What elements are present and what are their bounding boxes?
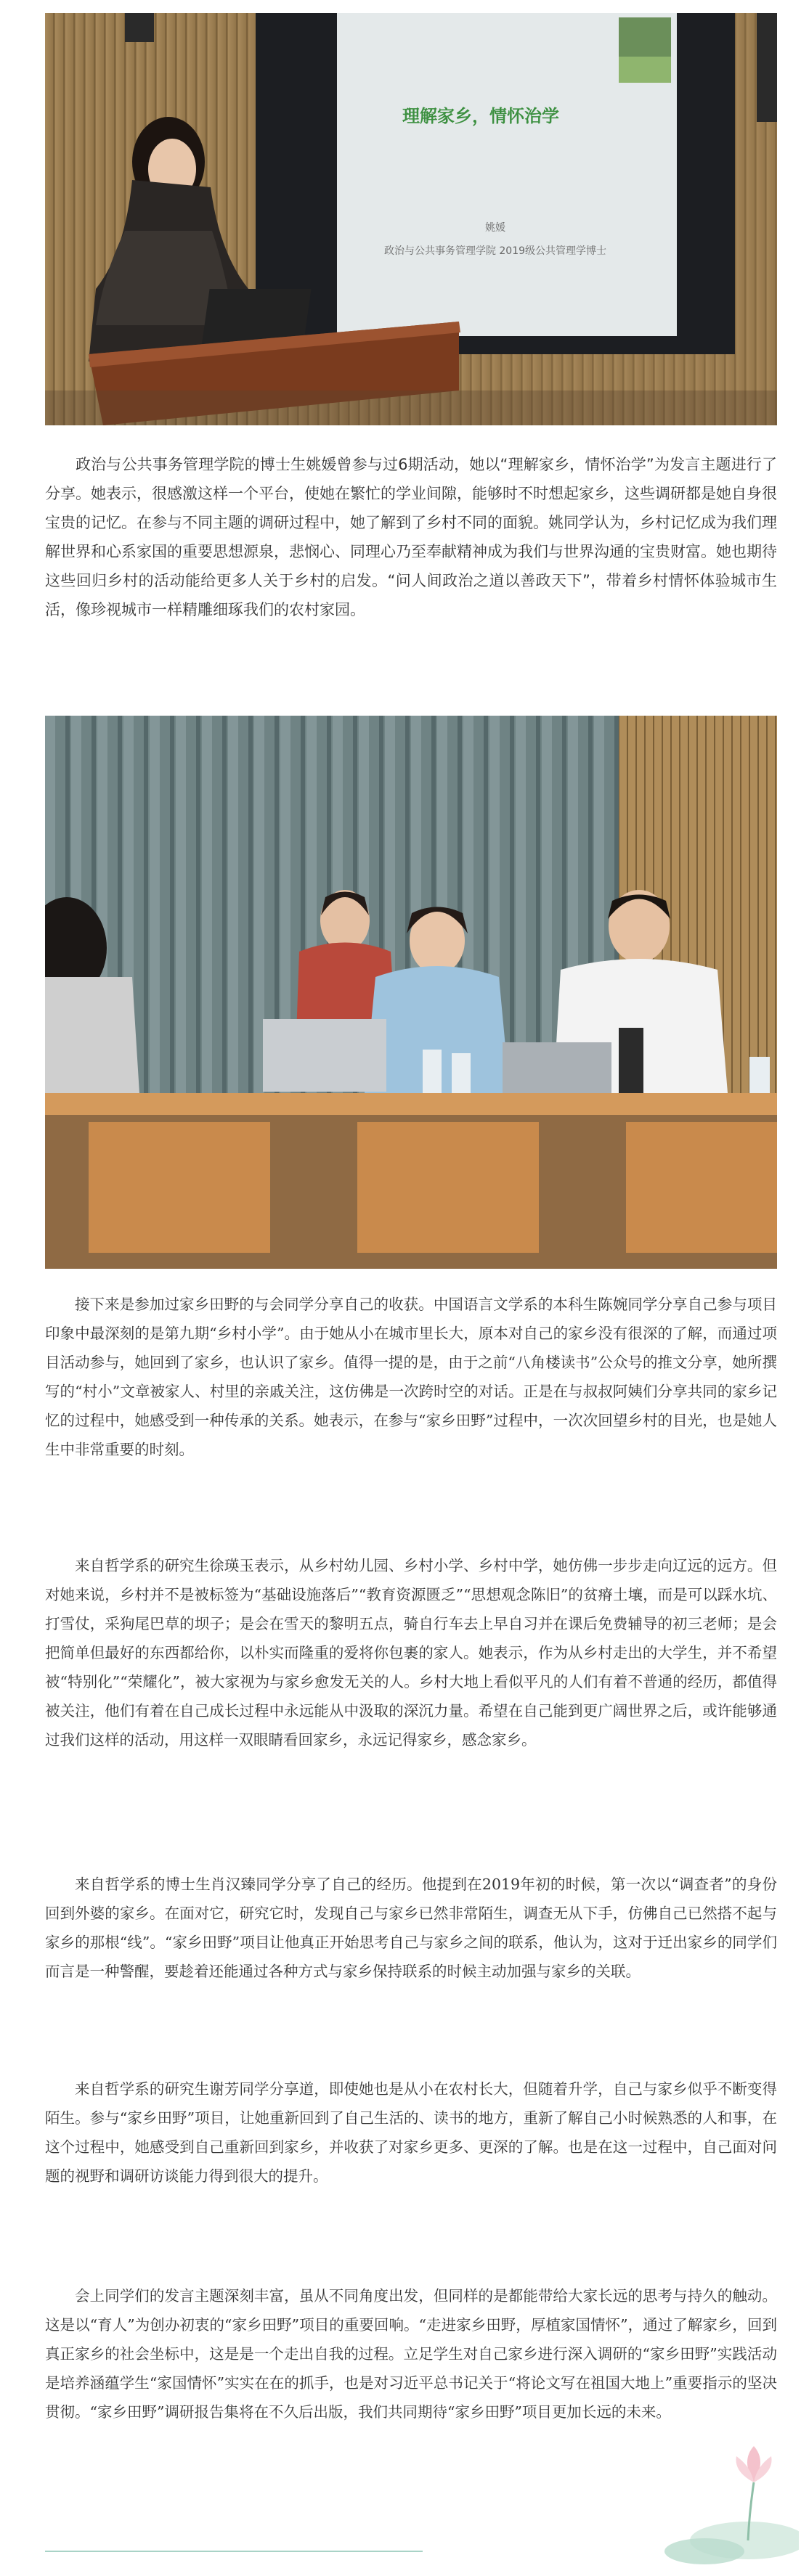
paragraph-xiao-hanzhen: 来自哲学系的博士生肖汉臻同学分享了自己的经历。他提到在2019年初的时候，第一次以“调查者”的身份回到外婆的家乡。在面对它，研究它时，发现自己与家乡已然非常陌生，调查无从下手，仿佛自己已然搭不起与家乡的那根“线”。“家乡田野”项目让他真正开始思考自己与家乡之间的联系，他认为，这对于迁出家乡的同学们而言是一种警醒，要趁着还能通过各种方式与家乡保持联系的时候主动加强与家乡的关联。 (45, 1876, 777, 1980)
paragraph-xie-fang: 来自哲学系的研究生谢芳同学分享道，即使她也是从小在农村长大，但随着升学，自己与家乡似乎不断变得陌生。参与“家乡田野”项目，让她重新回到了自己生活的、读书的地方，重新了解自己小时候熟悉的人和事，在这个过程中，她感受到自己重新回到家乡，并收获了对家乡更多、更深的了解。也是在这一过程中，自己面对问题的视野和调研访谈能力得到很大的提升。 (45, 2080, 777, 2185)
paragraph-xu-yingyu: 来自哲学系的研究生徐瑛玉表示，从乡村幼儿园、乡村小学、乡村中学，她仿佛一步步走向辽远的远方。但对她来说，乡村并不是被标签为“基础设施落后”“教育资源匮乏”“思想观念陈旧”的贫瘠土壤，而是可以踩水坑、打雪仗，采狗尾巴草的坝子；是会在雪天的黎明五点，骑自行车去上早自习并在课后免费辅导的初三老师；是会把简单但最好的东西都给你，以朴实而隆重的爱将你包裹的家人。她表示，作为从乡村走出的大学生，并不希望被“特别化”“荣耀化”，被大家视为与家乡愈发无关的人。乡村大地上看似平凡的人们有着不普通的经历，都值得被关注，他们有着在自己成长过程中永远能从中汲取的深沉力量。希望在自己能到更广阔世界之后，或许能够通过我们这样的活动，用这样一双眼睛看回家乡，永远记得家乡，感念家乡。 (45, 1557, 777, 1749)
seminar-photo (45, 716, 777, 1269)
slide-affiliation: 政治与公共事务管理学院 2019级公共管理学博士 (383, 245, 607, 257)
paragraph-conclusion: 会上同学们的发言主题深刻丰富，虽从不同角度出发，但同样的是都能带给大家长远的思考与持久的触动。这是以“育人”为创办初衷的“家乡田野”项目的重要回响。“走进家乡田野，厚植家国情怀”，通过了解家乡，回到真正家乡的社会坐标中，这是是一个走出自我的过程。立足学生对自己家乡进行深入调研的“家乡田野”实践活动是培养涵蕴学生“家国情怀”实实在在的抓手，也是对习近平总书记关于“将论文写在祖国大地上”重要指示的坚决贯彻。“家乡田野”调研报告集将在不久后出版，我们共同期待“家乡田野”项目更加长远的未来。 (45, 2287, 777, 2421)
speaker-photo (45, 13, 777, 425)
lotus-decoration-icon (661, 2432, 799, 2569)
paragraph-chen-wan: 接下来是参加过家乡田野的与会同学分享自己的收获。中国语言文学系的本科生陈婉同学分享自己参与项目印象中最深刻的是第九期“乡村小学”。由于她从小在城市里长大，原本对自己的家乡没有很深的了解，而通过项目活动参与，她回到了家乡，也认识了家乡。值得一提的是，由于之前“八角楼读书”公众号的推文分享，她所撰写的“村小”文章被家人、村里的亲戚关注，这仿佛是一次跨时空的对话。正是在与叔叔阿姨们分享共同的家乡记忆的过程中，她感受到一种传承的关系。她表示，在参与“家乡田野”过程中，一次次回望乡村的目光，也是她人生中非常重要的时刻。 (45, 1296, 777, 1458)
slide-title: 理解家乡，情怀治学 (402, 106, 559, 126)
bottom-divider (45, 2551, 423, 2552)
paragraph-yao-yuan: 政治与公共事务管理学院的博士生姚媛曾参与过6期活动，她以“理解家乡，情怀治学”为发言主题进行了分享。她表示，很感激这样一个平台，使她在繁忙的学业间隙，能够时不时想起家乡，这些调研都是她自身很宝贵的记忆。在参与不同主题的调研过程中，她了解到了乡村不同的面貌。姚同学认为，乡村记忆成为我们理解世界和心系家国的重要思想源泉，悲悯心、同理心乃至奉献精神成为我们与世界沟通的宝贵财富。她也期待这些回归乡村的活动能给更多人关于乡村的启发。“问人间政治之道以善政天下”，带着乡村情怀体验城市生活，像珍视城市一样精雕细琢我们的农村家园。 (45, 456, 777, 618)
slide-presenter: 姚媛 (485, 222, 505, 234)
